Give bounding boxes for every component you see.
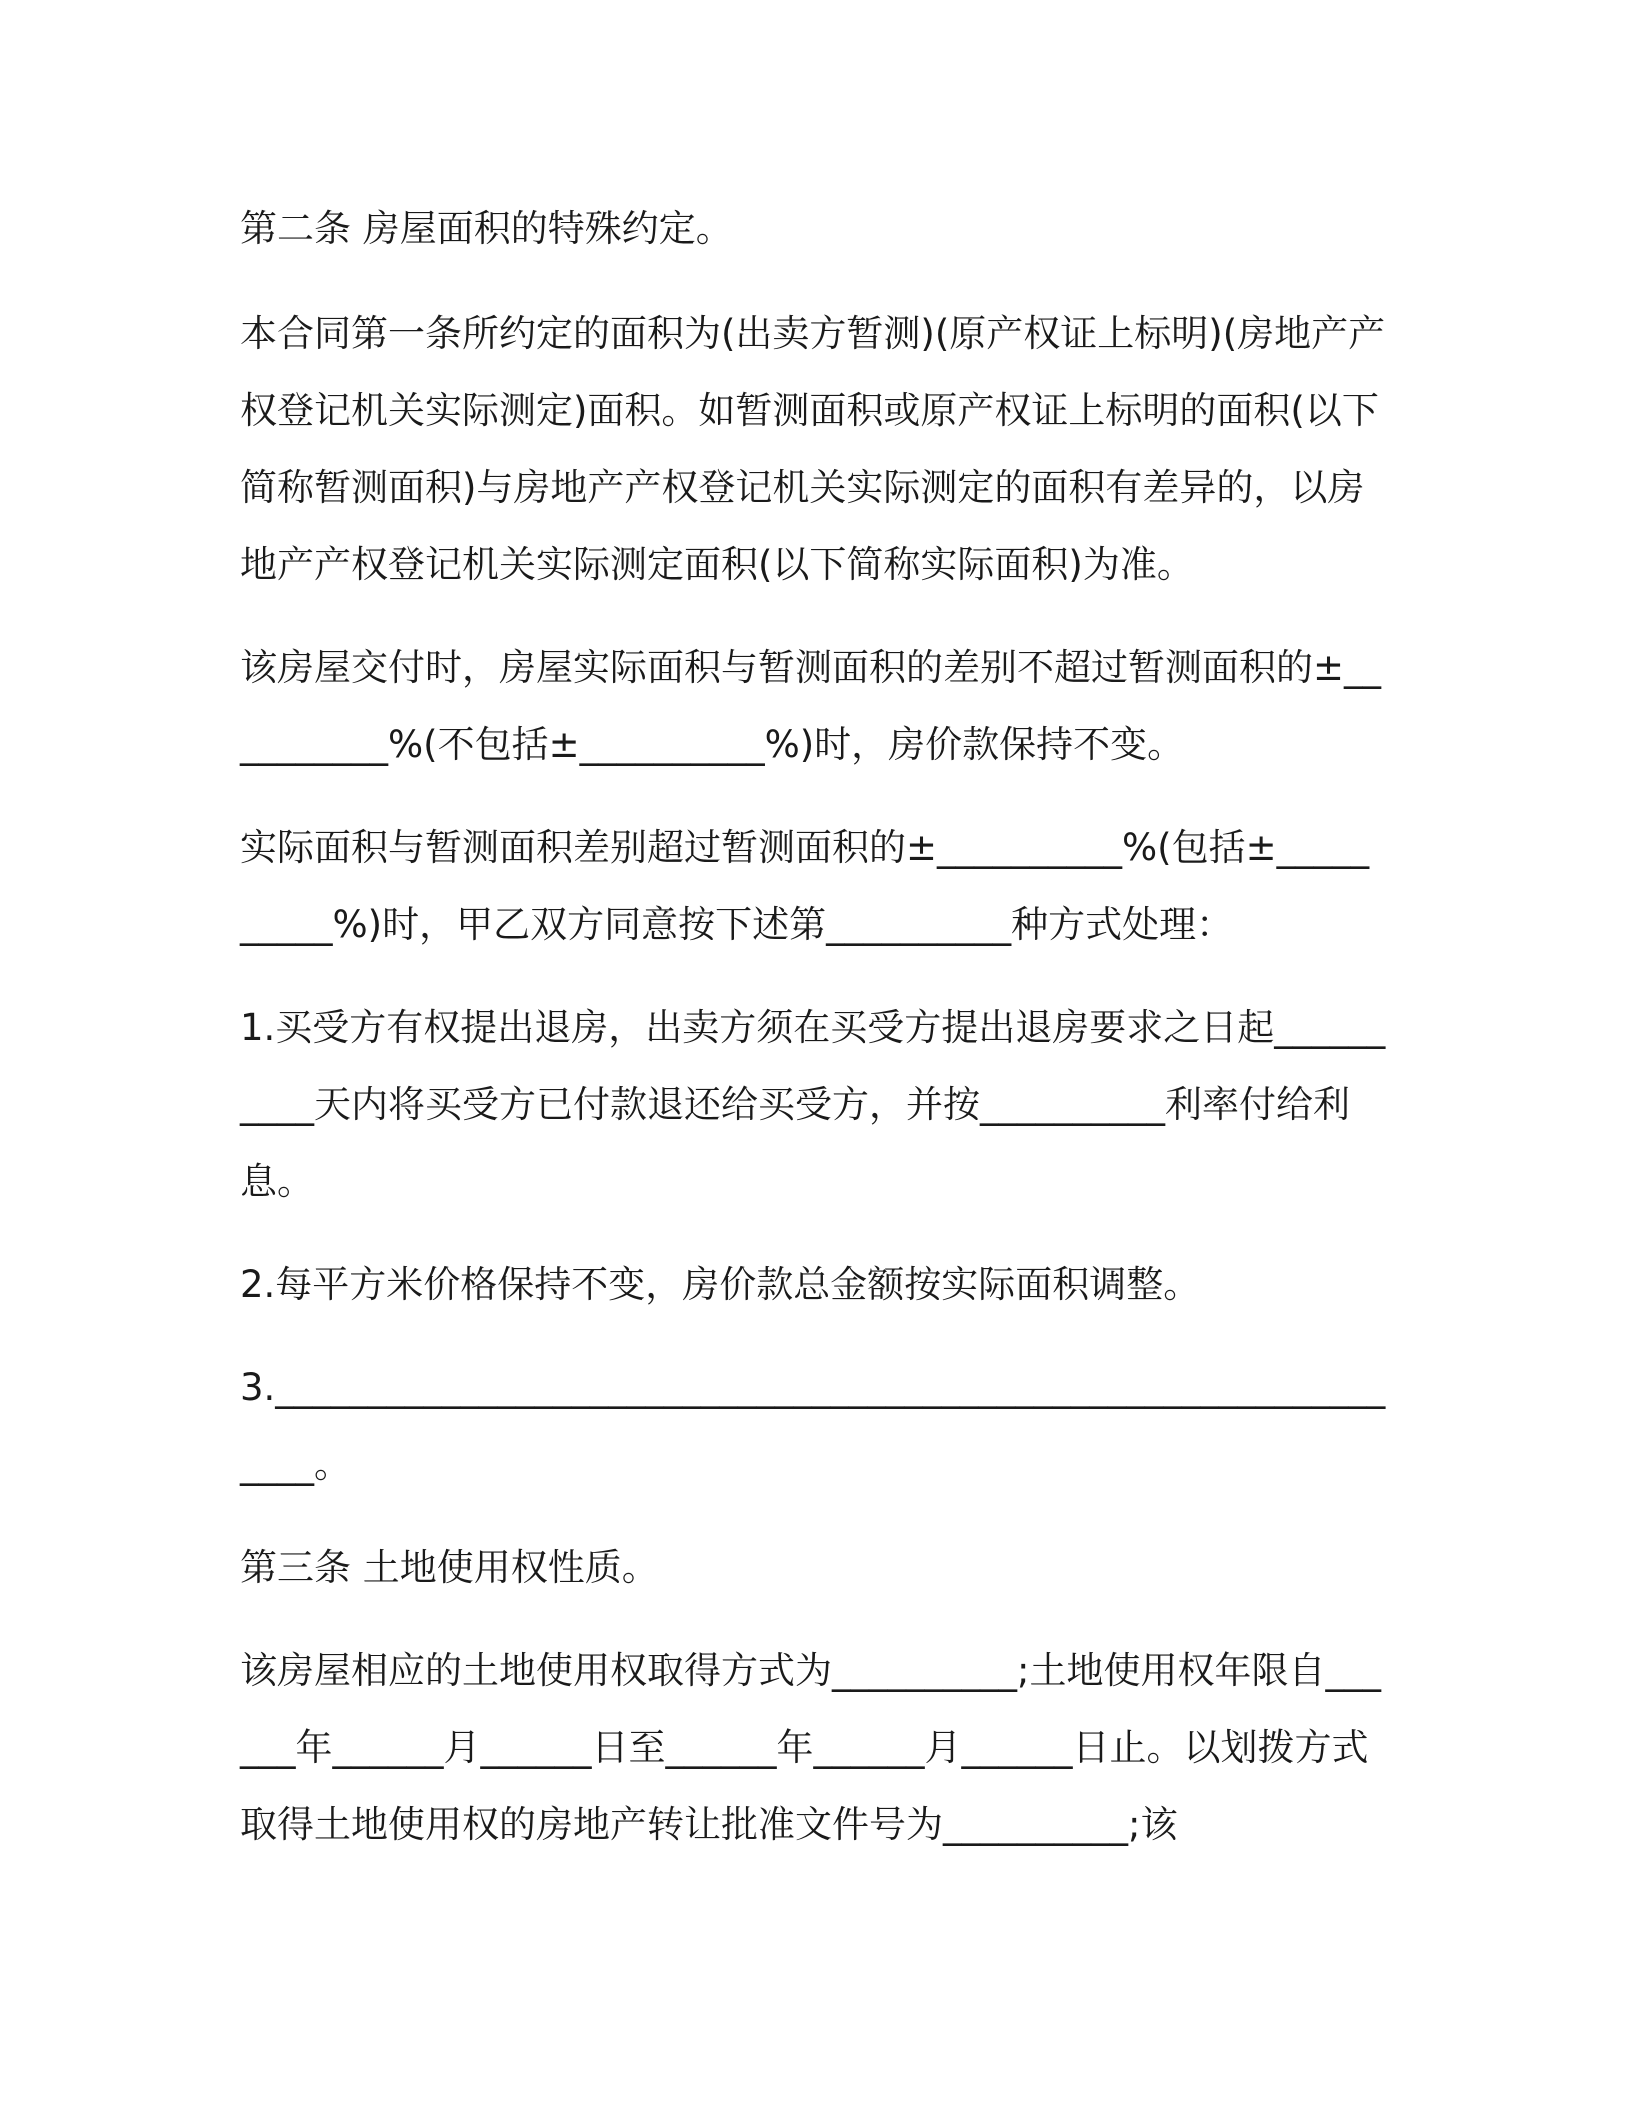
article-2-option-3: 3.________________________________________________________________。 — [240, 1366, 1386, 1486]
article-3-heading: 第三条 土地使用权性质。 — [240, 1546, 659, 1589]
article-2-heading: 第二条 房屋面积的特殊约定。 — [240, 207, 733, 250]
document-body — [240, 190, 1386, 1863]
article-2-area-tolerance: 该房屋交付时，房屋实际面积与暂测面积的差别不超过暂测面积的±__________%(不包括±__________%)时，房价款保持不变。 — [240, 646, 1382, 766]
article-2-option-2: 2.每平方米价格保持不变，房价款总金额按实际面积调整。 — [240, 1263, 1201, 1306]
article-3-land-use-rights: 该房屋相应的土地使用权取得方式为__________;土地使用权年限自______年______月______日至______年______月______日止。以划拨方式取得土地使用权的房地产转让批准文件号为__________;该 — [240, 1649, 1381, 1846]
article-2-option-1: 1.买受方有权提出退房，出卖方须在买受方提出退房要求之日起__________天内将买受方已付款退还给买受方，并按__________利率付给利息。 — [240, 1006, 1386, 1203]
article-2-area-definition: 本合同第一条所约定的面积为(出卖方暂测)(原产权证上标明)(房地产产权登记机关实际测定)面积。如暂测面积或原产权证上标明的面积(以下简称暂测面积)与房地产产权登记机关实际测定的面积有差异的，以房地产产权登记机关实际测定面积(以下简称实际面积)为准。 — [240, 312, 1386, 586]
article-2-area-excess: 实际面积与暂测面积差别超过暂测面积的±__________%(包括±__________%)时，甲乙双方同意按下述第__________种方式处理： — [240, 826, 1370, 946]
